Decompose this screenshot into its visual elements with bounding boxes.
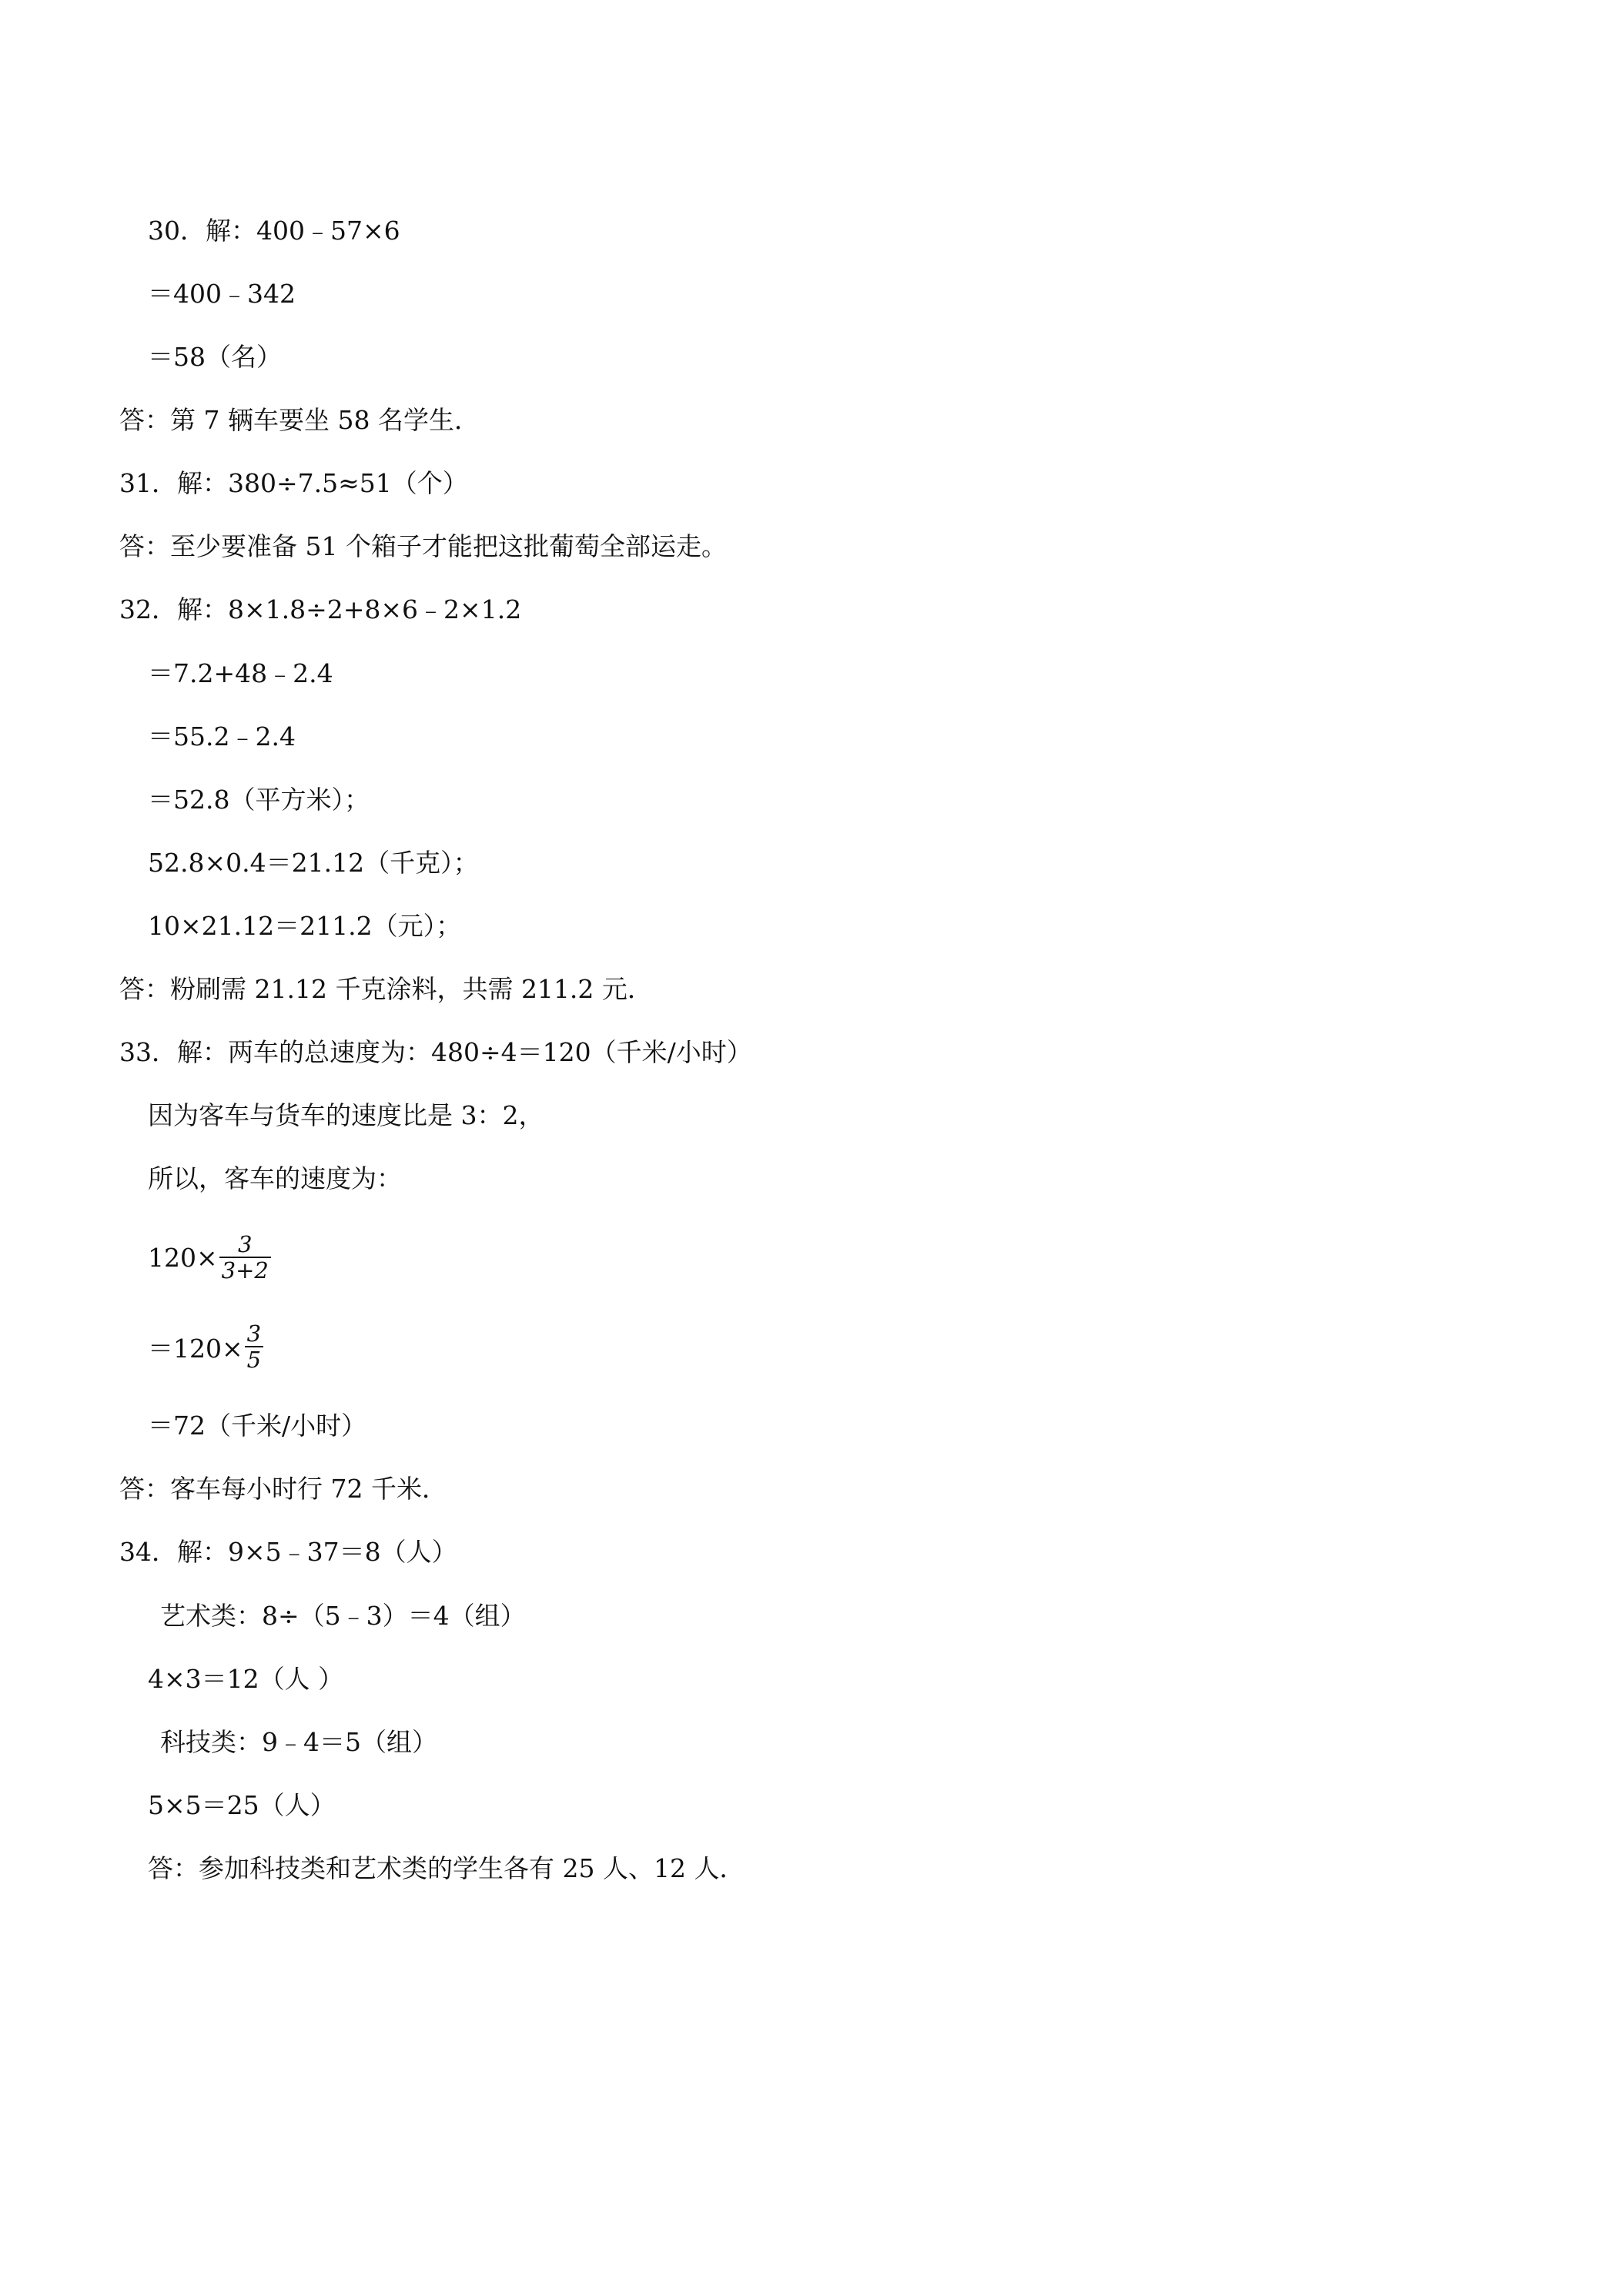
q33-fraction-2-prefix: ＝120× xyxy=(148,1333,243,1364)
q34-step1: 34．解：9×5﹣37＝8（人） xyxy=(119,1537,457,1567)
q33-fraction-1-prefix: 120× xyxy=(148,1242,218,1273)
q33-fraction-expression-1 xyxy=(148,1232,271,1283)
q33-fraction-2 xyxy=(245,1321,263,1372)
q33-fraction-expression-2 xyxy=(148,1321,263,1372)
q33-step6: ＝72（千米/小时） xyxy=(148,1411,367,1441)
q33-step3: 所以，客车的速度为： xyxy=(148,1163,402,1193)
q32-step4: ＝52.8（平方米）； xyxy=(148,785,370,815)
q33-step2: 因为客车与货车的速度比是 3：2， xyxy=(148,1100,544,1130)
q34-step4: 科技类：9﹣4＝5（组） xyxy=(160,1727,437,1757)
q34-step5: 5×5＝25（人） xyxy=(148,1790,336,1820)
q32-step5: 52.8×0.4＝21.12（千克）； xyxy=(148,848,479,878)
q30-answer: 答：第 7 辆车要坐 58 名学生． xyxy=(119,405,480,435)
q33-fraction-1-numerator: 3 xyxy=(238,1231,253,1257)
q33-fraction-2-denominator: 5 xyxy=(245,1346,263,1372)
q30-step2: ＝400﹣342 xyxy=(148,279,296,309)
q34-step2: 艺术类：8÷（5﹣3）＝4（组） xyxy=(160,1601,526,1631)
q34-answer: 答：参加科技类和艺术类的学生各有 25 人、12 人． xyxy=(148,1853,745,1883)
q31-answer: 答：至少要准备 51 个箱子才能把这批葡萄全部运走。 xyxy=(119,531,727,561)
q30-step3: ＝58（名） xyxy=(148,342,282,372)
q30-step1: 30．解：400﹣57×6 xyxy=(148,216,400,246)
q32-step6: 10×21.12＝211.2（元）； xyxy=(148,911,462,941)
q33-answer: 答：客车每小时行 72 千米． xyxy=(119,1474,447,1504)
q33-fraction-2-numerator: 3 xyxy=(246,1320,262,1347)
q32-answer: 答：粉刷需 21.12 千克涂料，共需 211.2 元． xyxy=(119,974,653,1004)
q32-step2: ＝7.2+48﹣2.4 xyxy=(148,658,333,688)
q33-fraction-1 xyxy=(219,1232,271,1283)
q32-step3: ＝55.2﹣2.4 xyxy=(148,721,296,751)
q33-fraction-1-denominator: 3+2 xyxy=(219,1257,271,1283)
q31-step1: 31．解：380÷7.5≈51（个） xyxy=(119,468,468,498)
q34-step3: 4×3＝12（人 ） xyxy=(148,1664,344,1694)
q33-step1: 33．解：两车的总速度为：480÷4＝120（千米/小时） xyxy=(119,1037,752,1067)
q32-step1: 32．解：8×1.8÷2+8×6﹣2×1.2 xyxy=(119,594,522,624)
